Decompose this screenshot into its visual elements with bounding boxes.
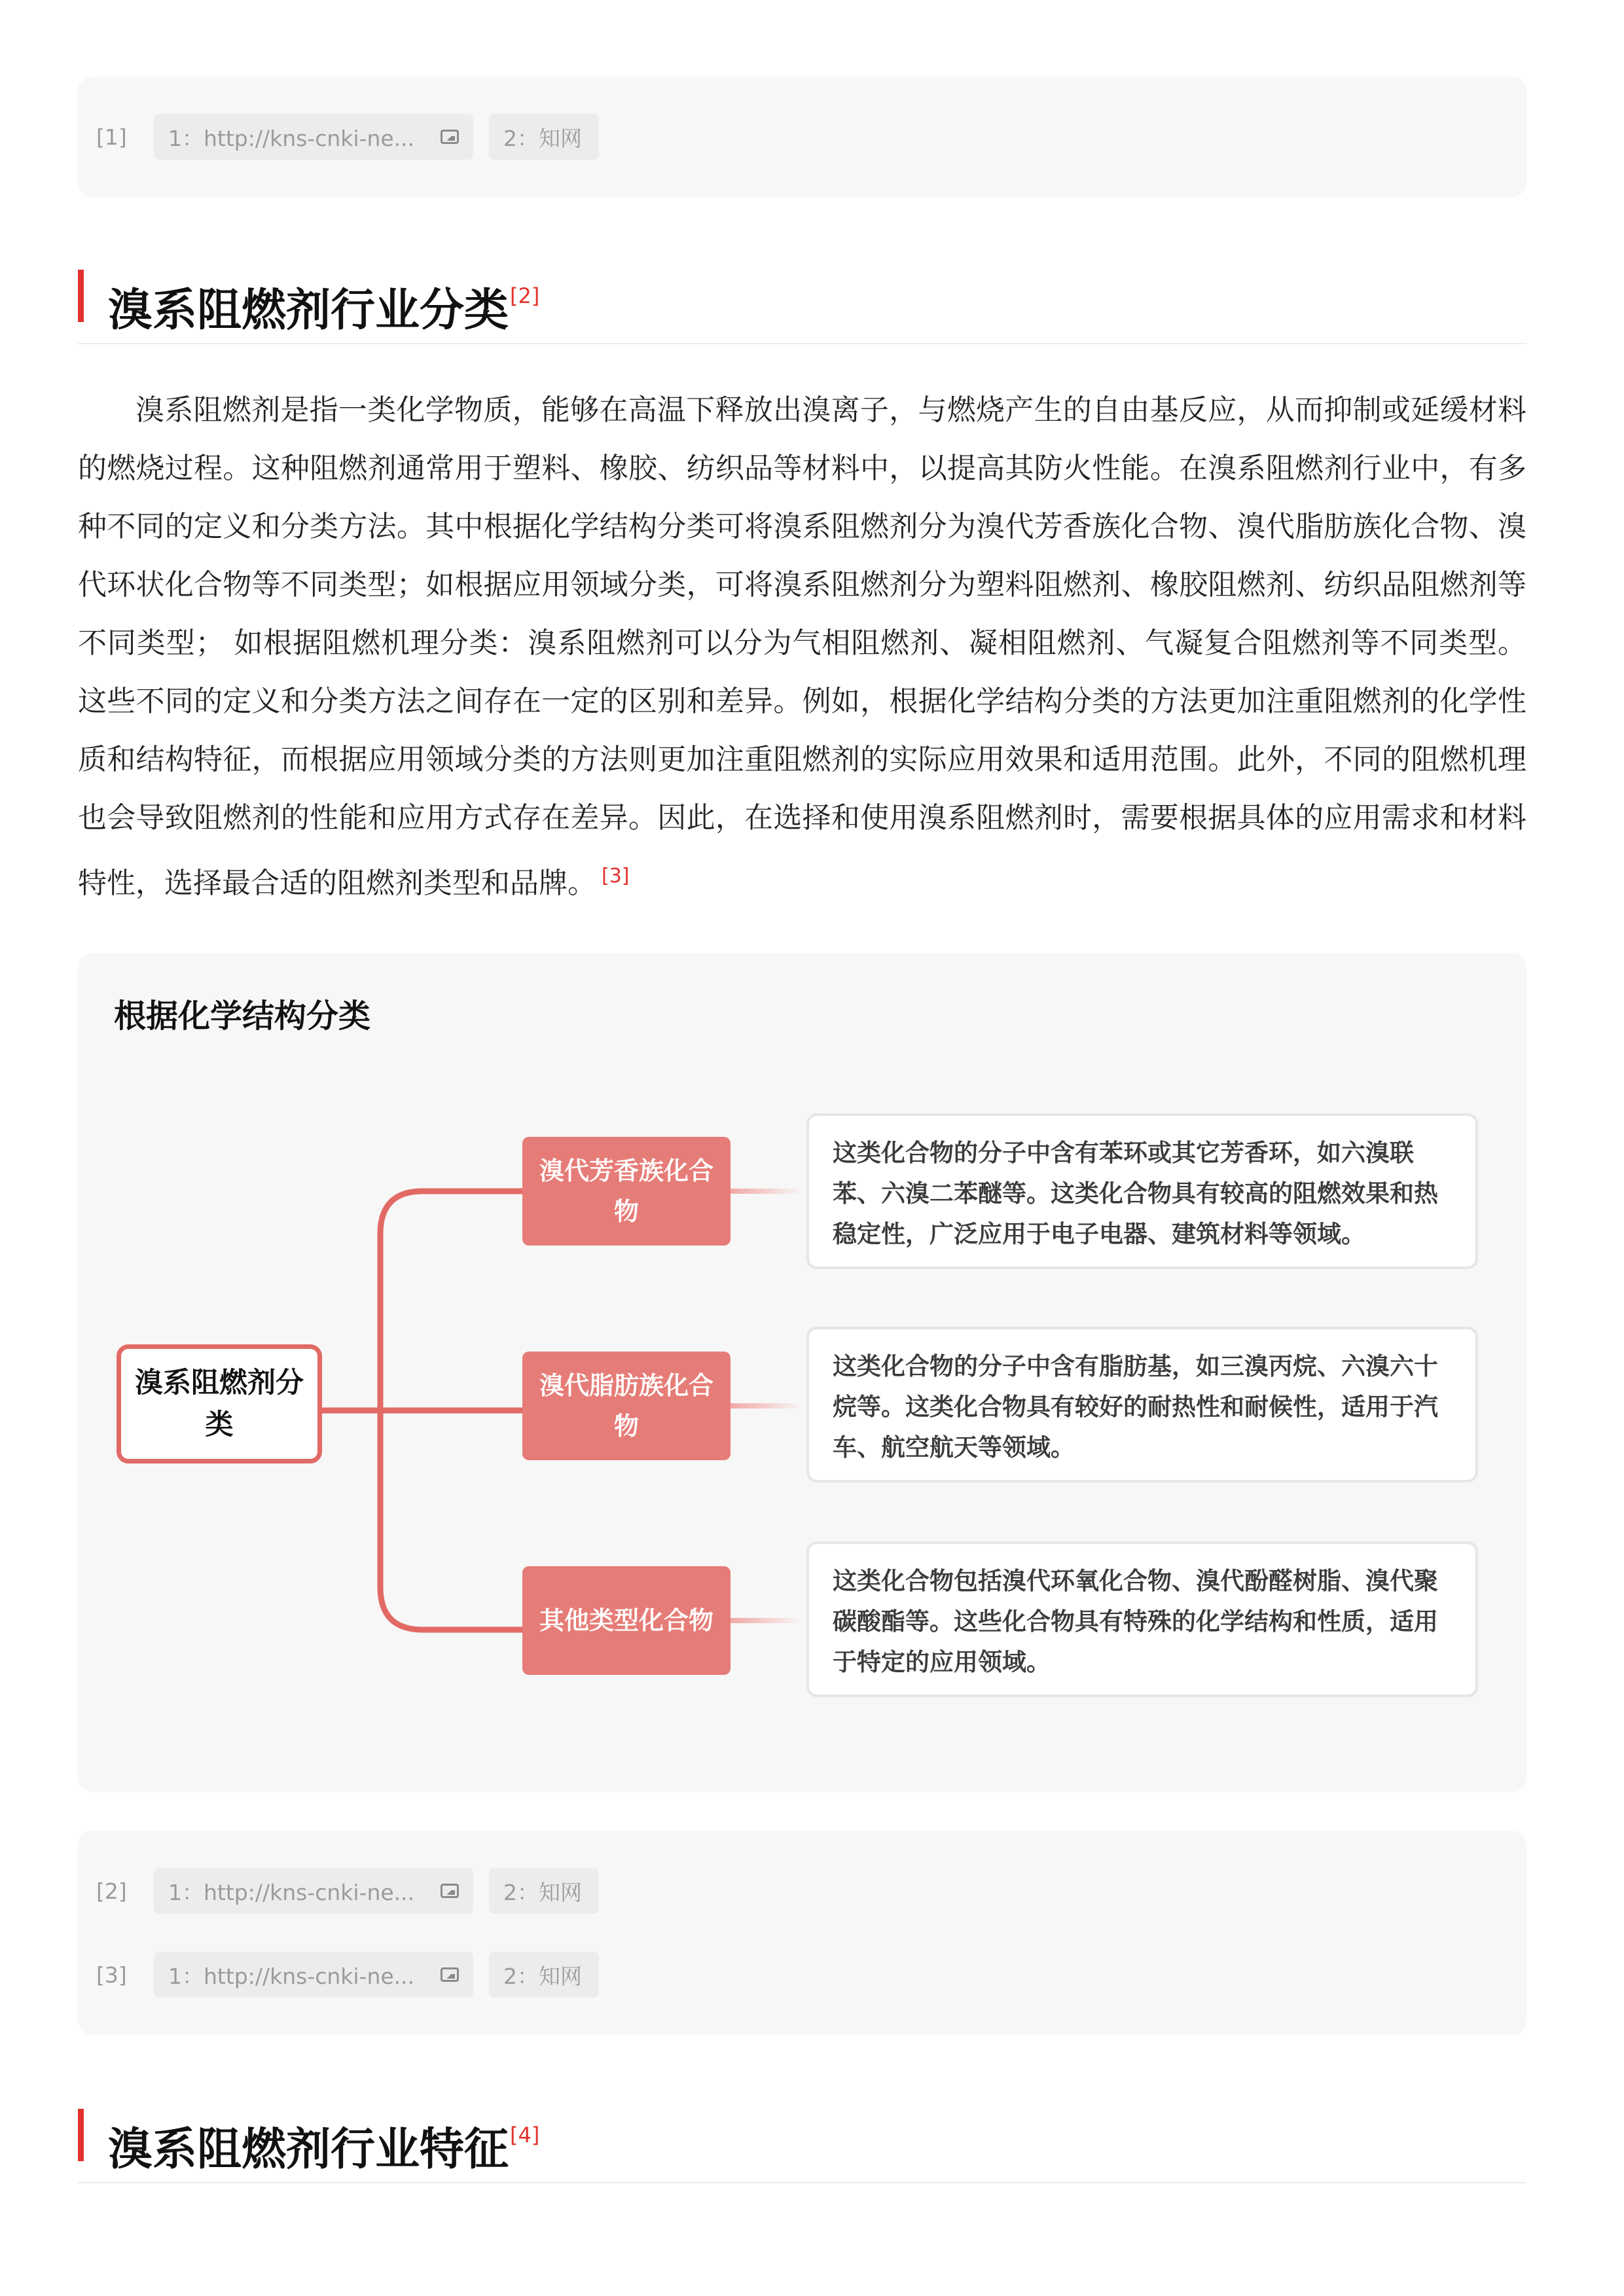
mindmap-panel: [78, 953, 1526, 1792]
reference-source-chip[interactable]: 2：知网: [489, 1868, 599, 1914]
citation-ref[interactable]: [4]: [510, 2123, 540, 2147]
mindmap-leaf-aromatic: 这类化合物的分子中含有苯环或其它芳香环，如六溴联苯、六溴二苯醚等。这类化合物具有较高的阻燃效果和热稳定性，广泛应用于电子电器、建筑材料等领域。: [806, 1113, 1478, 1269]
reference-row-2: [96, 1868, 599, 1914]
mindmap-leaf-aliphatic: 这类化合物的分子中含有脂肪基，如三溴丙烷、六溴六十烷等。这类化合物具有较好的耐热性和耐候性，适用于汽车、航空航天等领域。: [806, 1327, 1478, 1482]
mindmap-branch-other: 其他类型化合物: [522, 1566, 731, 1675]
branch-connector-fade: [731, 1403, 803, 1408]
reference-link-text: 1：http://kns-cnki-ne...: [168, 1879, 415, 1905]
reference-link-chip[interactable]: [154, 114, 473, 160]
section-heading-features: [78, 2104, 1526, 2183]
branch-connector-fade: [731, 1618, 803, 1623]
mindmap-leaf-other: 这类化合物包括溴代环氧化合物、溴代酚醛树脂、溴代聚碳酸酯等。这些化合物具有特殊的化学结构和性质，适用于特定的应用领域。: [806, 1541, 1478, 1697]
mindmap-branch-aliphatic: 溴代脂肪族化合物: [522, 1352, 731, 1460]
citation-ref[interactable]: [3]: [602, 865, 630, 888]
reference-number: [3]: [96, 1962, 127, 1988]
reference-source-chip[interactable]: 2：知网: [489, 1952, 599, 1998]
reference-box-top: [78, 77, 1526, 197]
section-heading-classification: [78, 264, 1526, 344]
reference-row-3: [96, 1952, 599, 1998]
reference-number: [1]: [96, 124, 127, 150]
reference-link-text: 1：http://kns-cnki-ne...: [168, 125, 415, 151]
reference-row-1: [96, 114, 599, 160]
reference-number: [2]: [96, 1878, 127, 1904]
mindmap-branch-aromatic: 溴代芳香族化合物: [522, 1137, 731, 1246]
citation-ref[interactable]: [2]: [510, 283, 540, 308]
mindmap-root-node: 溴系阻燃剂分类: [117, 1344, 322, 1463]
section-title: 溴系阻燃剂行业特征[4]: [108, 2123, 540, 2176]
reference-box-bottom: [78, 1831, 1526, 2035]
heading-accent-bar: [78, 2109, 84, 2161]
mindmap-title: 根据化学结构分类: [114, 997, 371, 1035]
reference-source-chip[interactable]: 2：知网: [489, 114, 599, 160]
body-paragraph: 溴系阻燃剂是指一类化学物质，能够在高温下释放出溴离子，与燃烧产生的自由基反应，从而抑制或延缓材料的燃烧过程。这种阻燃剂通常用于塑料、橡胶、纺织品等材料中，以提高其防火性能。在溴系阻燃剂行业中，有多种不同的定义和分类方法。其中根据化学结构分类可将溴系阻燃剂分为溴代芳香族化合物、溴代脂肪族化合物、溴代环状化合物等不同类型；如根据应用领域分类，可将溴系阻燃剂分为塑料阻燃剂、橡胶阻燃剂、纺织品阻燃剂等不同类型； 如根据阻燃机理分类：溴系阻燃剂可以分为气相阻燃剂、凝相阻燃剂、气凝复合阻燃剂等不同类型。这些不同的定义和分类方法之间存在一定的区别和差异。例如，根据化学结构分类的方法更加注重阻燃剂的化学性质和结构特征，而根据应用领域分类的方法则更加注重阻燃剂的实际应用效果和适用范围。此外，不同的阻燃机理也会导致阻燃剂的性能和应用方式存在差异。因此，在选择和使用溴系阻燃剂时，需要根据具体的应用需求和材料特性，选择最合适的阻燃剂类型和品牌。 [3]: [78, 393, 1526, 900]
image-icon[interactable]: [441, 1884, 459, 1898]
heading-accent-bar: [78, 270, 84, 322]
branch-connector-fade: [731, 1189, 803, 1194]
image-icon[interactable]: [441, 130, 459, 144]
reference-link-chip[interactable]: [154, 1868, 473, 1914]
image-icon[interactable]: [441, 1967, 459, 1982]
reference-link-chip[interactable]: [154, 1952, 473, 1998]
reference-link-text: 1：http://kns-cnki-ne...: [168, 1963, 415, 1989]
section-title: 溴系阻燃剂行业分类[2]: [108, 283, 540, 336]
